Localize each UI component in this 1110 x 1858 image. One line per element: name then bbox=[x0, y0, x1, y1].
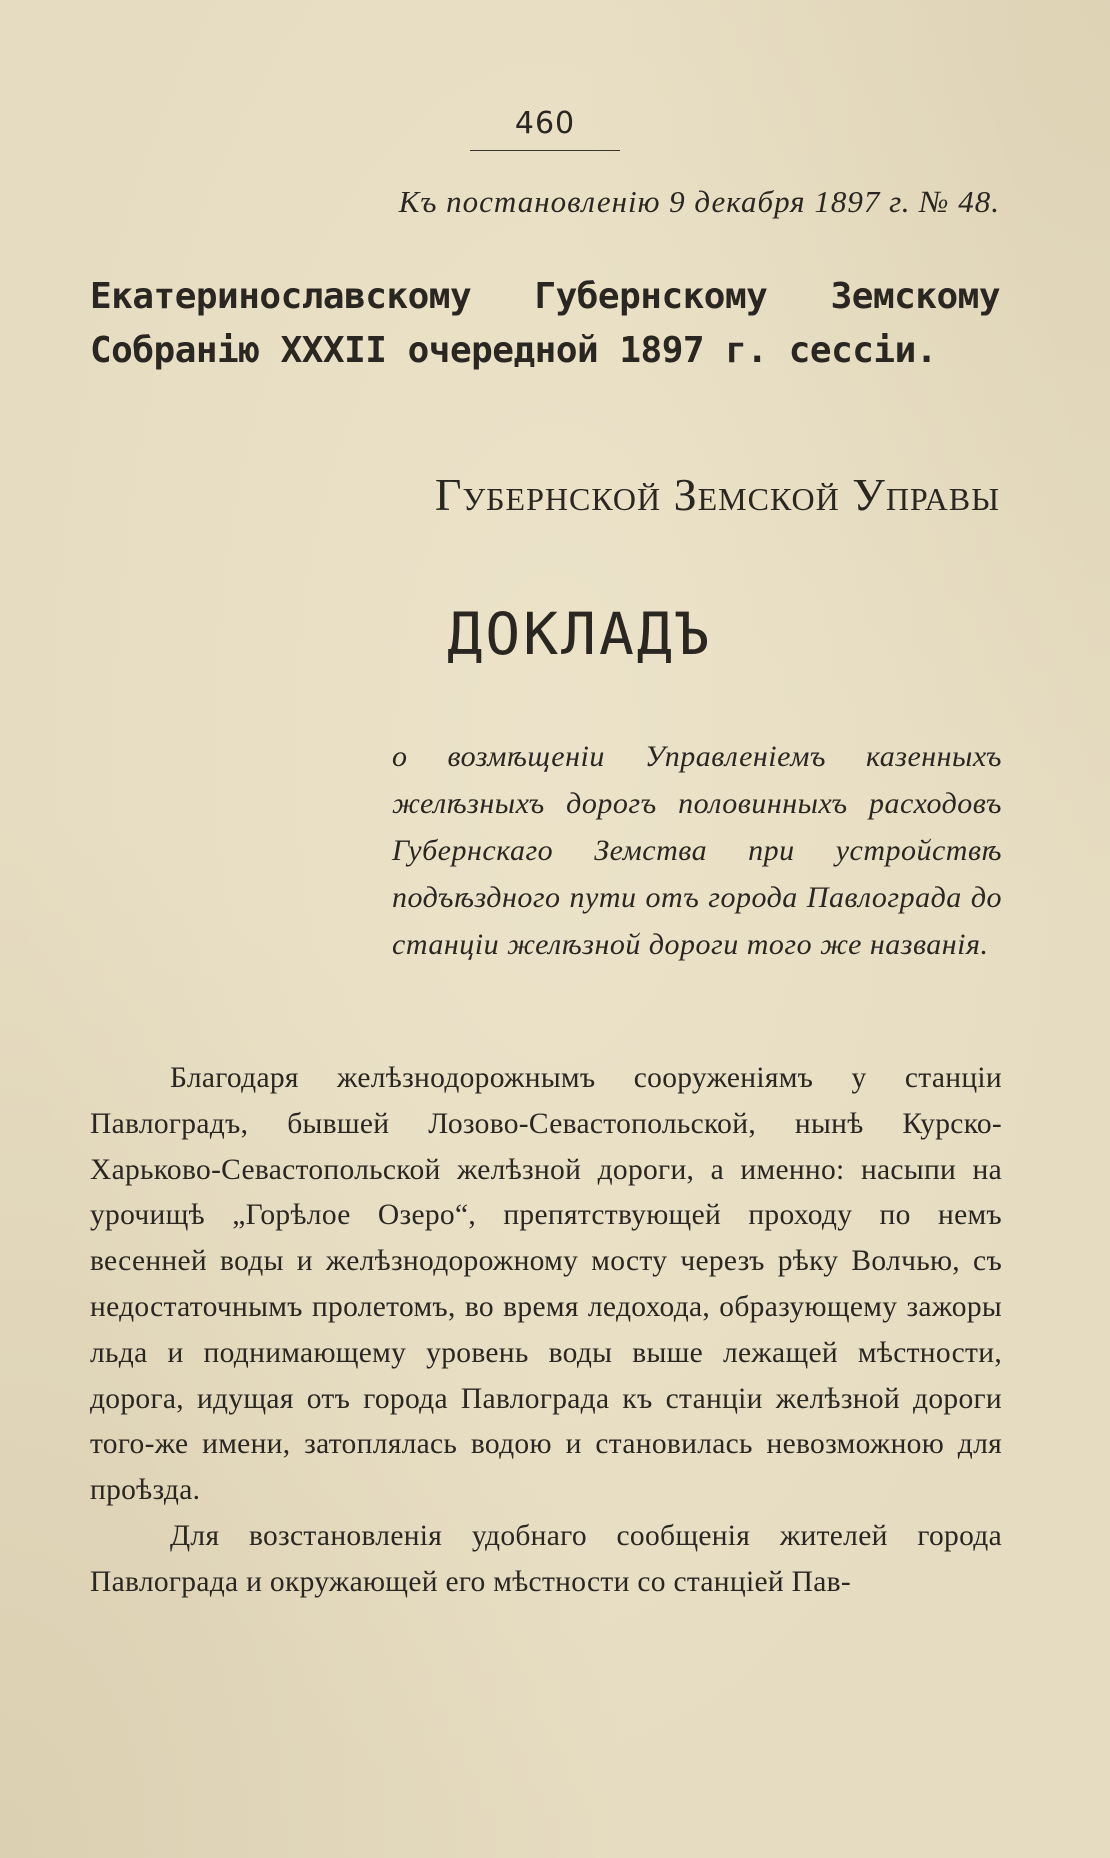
board-title: Губернской Земской Управы bbox=[434, 469, 1000, 520]
paragraph-1: Благодаря желѣзнодорожнымъ сооруженiямъ у станцiи Павлоградъ, бывшей Лозово-Севастопольской, нынѣ Курско-Харьково-Севастопольской желѣзной дороги, а именно: насыпи на урочищѣ „Горѣлое Озеро“, препятствующей проходу по немъ весенней воды и желѣзнодорожному мосту черезъ рѣку Волчью, съ недостаточнымъ пролетомъ, во время ледохода, образующему зажоры льда и поднимающему уровень воды выше лежащей мѣстности, дорога, идущая отъ города Павлограда къ станцiи желѣзной дороги того-же имени, затоплялась водою и становилась невозможною для проѣзда. bbox=[90, 1062, 1002, 1507]
report-title: ДОКЛАДЪ bbox=[447, 600, 713, 668]
assembly-heading bbox=[90, 270, 1000, 378]
page-number: 460 bbox=[514, 106, 576, 141]
assembly-heading-line-2: Собранiю XXXII очередной 1897 г. сессiи. bbox=[90, 330, 937, 371]
report-subject: о возмѣщенiи Управленiемъ казенныхъ желѣзныхъ дорогъ половинныхъ расходовъ Губернскаго Земства при устройствѣ подъѣздного пути отъ города Павлограда до станцiи желѣзной дороги того же названiя. bbox=[392, 740, 1002, 961]
body-text bbox=[90, 1056, 1002, 1606]
assembly-heading-line-1: Екатеринославскому Губернскому Земскому bbox=[90, 276, 1000, 317]
decree-reference: Къ постановленiю 9 декабря 1897 г. № 48. bbox=[398, 184, 1000, 219]
paragraph-2: Для возстановленiя удобнаго сообщенiя жителей города Павлограда и окружающей его мѣстности со станцiей Пав- bbox=[90, 1519, 1002, 1598]
page-number-rule bbox=[470, 150, 620, 151]
